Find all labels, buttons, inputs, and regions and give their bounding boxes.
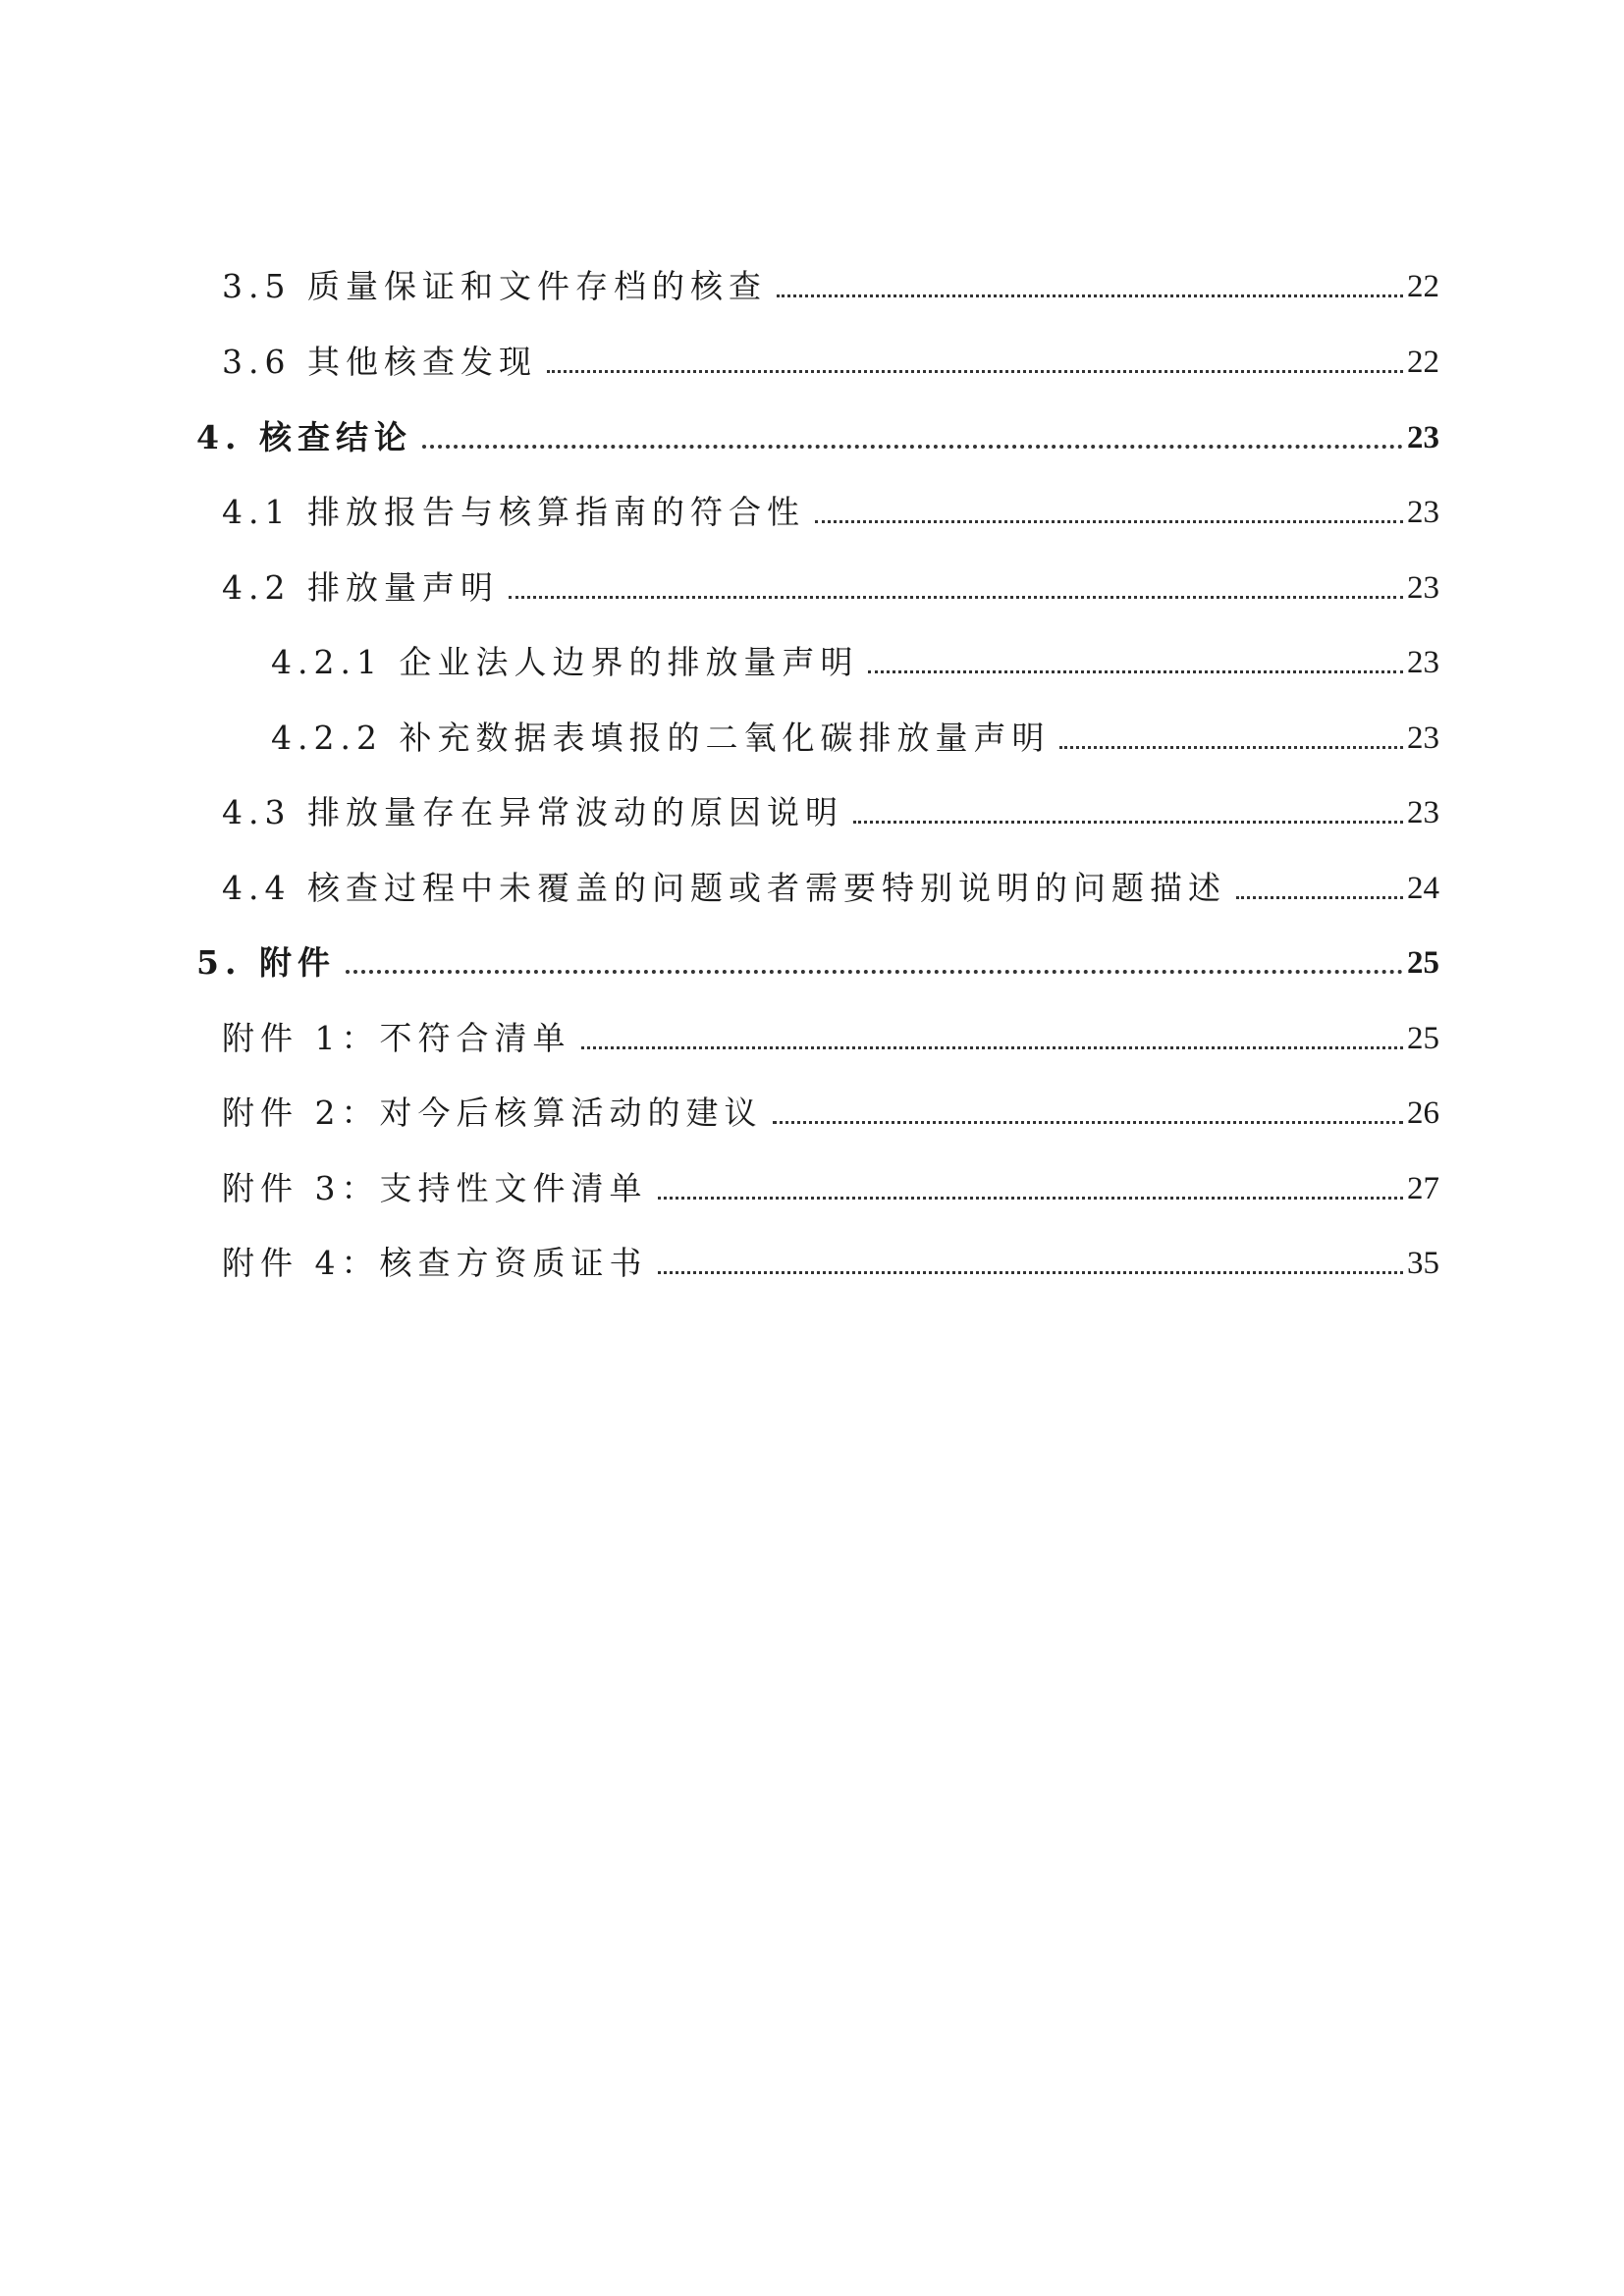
toc-dot-leader — [815, 520, 1403, 523]
toc-dot-leader — [422, 445, 1403, 449]
toc-entry-title: 3.5 质量保证和文件存档的核查 — [222, 267, 767, 305]
toc-entry-title: 4.3 排放量存在异常波动的原因说明 — [222, 793, 843, 831]
toc-dot-leader — [658, 1197, 1404, 1200]
toc-entry-title: 附件 1：不符合清单 — [222, 1019, 571, 1057]
toc-entry-4-4[interactable] — [222, 855, 1439, 908]
toc-page-number: 23 — [1407, 570, 1439, 606]
toc-dot-leader — [777, 294, 1403, 297]
toc-page-number: 23 — [1407, 495, 1439, 530]
toc-page-number: 27 — [1407, 1171, 1439, 1206]
toc-page-number: 22 — [1407, 269, 1439, 304]
toc-entry-title: 4.2 排放量声明 — [222, 568, 499, 607]
toc-page-number: 23 — [1407, 420, 1439, 455]
toc-entry-5[interactable] — [196, 930, 1439, 983]
toc-entry-3-6[interactable] — [222, 329, 1439, 382]
toc-entry-title: 4.4 核查过程中未覆盖的问题或者需要特别说明的问题描述 — [222, 869, 1226, 907]
toc-entry-title: 4.1 排放报告与核算指南的符合性 — [222, 493, 805, 531]
toc-page-number: 35 — [1407, 1246, 1439, 1281]
toc-entry-4-3[interactable] — [222, 779, 1439, 832]
toc-entry-appendix-1[interactable] — [222, 1005, 1439, 1058]
toc-page-number: 25 — [1407, 1021, 1439, 1056]
toc-entry-title: 附件 4：核查方资质证书 — [222, 1244, 648, 1282]
toc-entry-title: 4. 核查结论 — [196, 418, 412, 456]
toc-entry-appendix-2[interactable] — [222, 1080, 1439, 1133]
toc-entry-4-1[interactable] — [222, 479, 1439, 532]
toc-dot-leader — [658, 1271, 1404, 1274]
toc-entry-title: 5. 附件 — [196, 943, 336, 982]
toc-dot-leader — [1059, 746, 1403, 749]
toc-dot-leader — [1236, 896, 1403, 899]
toc-dot-leader — [547, 370, 1403, 373]
toc-dot-leader — [346, 970, 1403, 974]
toc-dot-leader — [509, 596, 1403, 599]
toc-entry-title: 4.2.1 企业法人边界的排放量声明 — [271, 643, 859, 681]
toc-page-number: 26 — [1407, 1095, 1439, 1131]
toc-entry-title: 附件 3：支持性文件清单 — [222, 1169, 648, 1207]
toc-page-number: 25 — [1407, 945, 1439, 981]
toc-entry-title: 3.6 其他核查发现 — [222, 343, 537, 381]
toc-entry-4[interactable] — [196, 404, 1439, 457]
toc-page-number: 24 — [1407, 871, 1439, 906]
toc-entry-3-5[interactable] — [222, 253, 1439, 306]
toc-entry-4-2-1[interactable] — [271, 629, 1439, 682]
toc-entry-appendix-4[interactable] — [222, 1230, 1439, 1283]
toc-page-number: 22 — [1407, 345, 1439, 380]
toc-entry-title: 4.2.2 补充数据表填报的二氧化碳排放量声明 — [271, 719, 1051, 757]
toc-entry-title: 附件 2：对今后核算活动的建议 — [222, 1094, 763, 1132]
toc-entry-appendix-3[interactable] — [222, 1155, 1439, 1208]
toc-page-number: 23 — [1407, 795, 1439, 830]
toc-dot-leader — [581, 1046, 1404, 1049]
toc-page-number: 23 — [1407, 645, 1439, 680]
toc-entry-4-2[interactable] — [222, 555, 1439, 608]
toc-entry-4-2-2[interactable] — [271, 705, 1439, 758]
toc-dot-leader — [868, 670, 1403, 673]
toc-dot-leader — [773, 1121, 1404, 1124]
toc-dot-leader — [853, 821, 1403, 824]
toc-page-number: 23 — [1407, 721, 1439, 756]
